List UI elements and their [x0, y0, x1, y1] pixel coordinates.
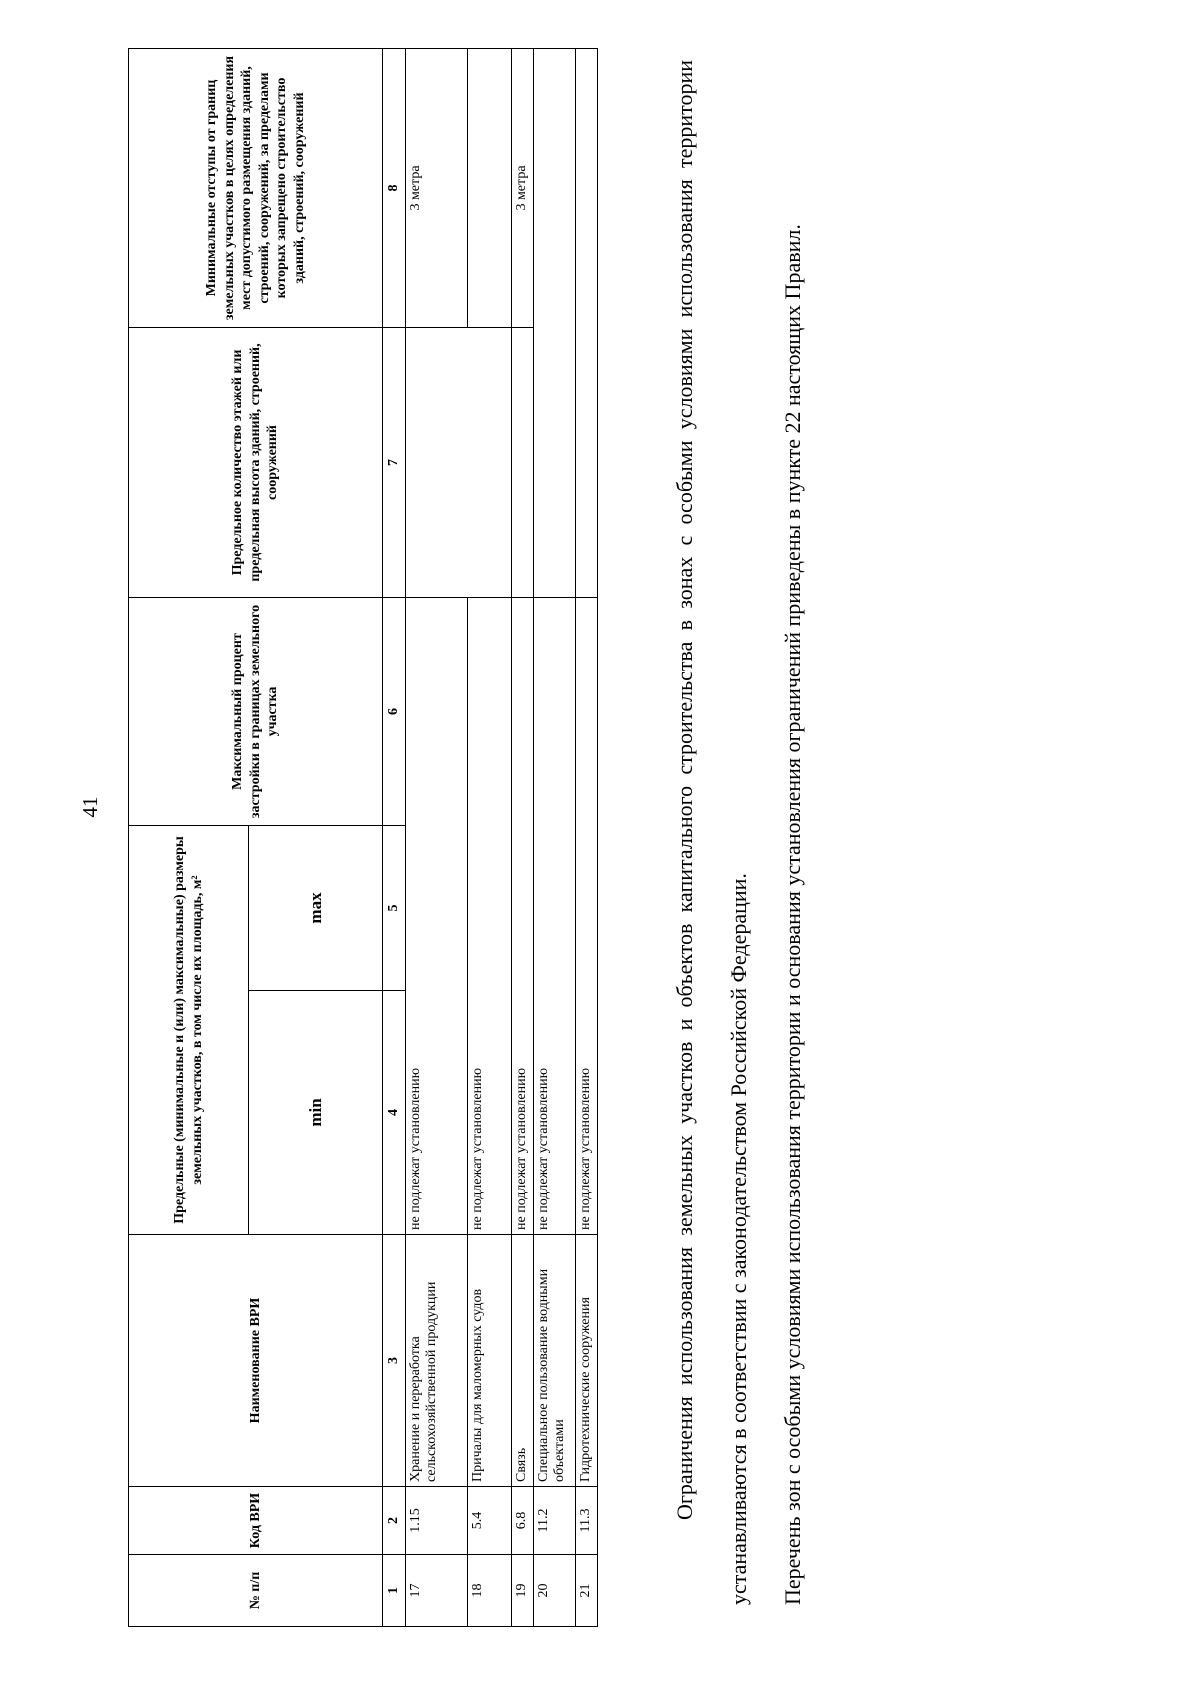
row-setback: 3 метра	[406, 49, 468, 328]
row-empty	[534, 49, 576, 598]
header-name: Наименование ВРИ	[129, 1235, 383, 1487]
row-size: не подлежат установлению	[576, 598, 598, 1235]
land-use-table	[128, 48, 598, 1627]
header-setback: Минимальные отступы от границ земельных участков в целях определения мест допустимого размещения зданий, строений, сооружений, за пределами которых запрещено строительство зданий, строений, сооружений	[129, 49, 383, 328]
column-number: 1	[383, 1555, 406, 1627]
header-floors: Предельное количество этажей или предельная высота зданий, строений, сооружений	[129, 328, 383, 598]
table-row	[512, 49, 534, 1627]
column-number: 4	[383, 991, 406, 1235]
row-name: Связь	[512, 1235, 534, 1487]
row-num: 18	[468, 1555, 512, 1627]
row-setback: 3 метра	[512, 49, 534, 328]
header-min: min	[249, 991, 383, 1235]
row-code: 11.3	[576, 1487, 598, 1555]
row-name: Специальное пользование водными объектами	[534, 1235, 576, 1487]
row-floors-empty	[406, 328, 512, 598]
row-name: Гидротехнические сооружения	[576, 1235, 598, 1487]
row-empty	[576, 49, 598, 598]
header-code: Код ВРИ	[129, 1487, 383, 1555]
header-num: № п/п	[129, 1555, 383, 1627]
row-code: 1.15	[406, 1487, 468, 1555]
row-code: 11.2	[534, 1487, 576, 1555]
header-percent: Максимальный процент застройки в границах земельного участка	[129, 598, 383, 826]
row-name: Хранение и переработка сельскохозяйственной продукции	[406, 1235, 468, 1487]
row-code: 5.4	[468, 1487, 512, 1555]
column-number: 6	[383, 598, 406, 826]
paragraph-zones-list: Перечень зон с особыми условиями использования территории и основания установления ограничений приведены в пункте 22 настоящих Правил.	[780, 224, 805, 1605]
row-code: 6.8	[512, 1487, 534, 1555]
header-size-group: Предельные (минимальные и (или) максимальные) размеры земельных участков, в том числе их площадь, м²	[129, 826, 249, 1235]
row-floors-empty	[512, 328, 534, 598]
paragraph-restrictions: Ограничения использования земельных участков и объектов капитального строительства в зонах с особыми условиями использования территории устанавливаются в соответствии с законодательством Российской Федерации.	[672, 60, 751, 1605]
row-num: 21	[576, 1555, 598, 1627]
row-size: не подлежат установлению	[512, 598, 534, 1235]
row-num: 17	[406, 1555, 468, 1627]
column-number: 7	[383, 328, 406, 598]
table-row	[534, 49, 576, 1627]
header-max: max	[249, 826, 383, 991]
row-setback-empty	[468, 49, 512, 328]
page-number: 41	[78, 796, 102, 818]
row-size: не подлежат установлению	[406, 598, 468, 1235]
table-row	[406, 49, 468, 1627]
row-name: Причалы для маломерных судов	[468, 1235, 512, 1487]
row-size: не подлежат установлению	[468, 598, 512, 1235]
table-row	[576, 49, 598, 1627]
column-number: 2	[383, 1487, 406, 1555]
row-size: не подлежат установлению	[534, 598, 576, 1235]
column-number-row	[383, 49, 406, 1627]
body-text	[658, 60, 820, 1605]
column-number: 5	[383, 826, 406, 991]
column-number: 3	[383, 1235, 406, 1487]
column-number: 8	[383, 49, 406, 328]
row-num: 20	[534, 1555, 576, 1627]
table-row	[468, 49, 512, 1627]
row-num: 19	[512, 1555, 534, 1627]
